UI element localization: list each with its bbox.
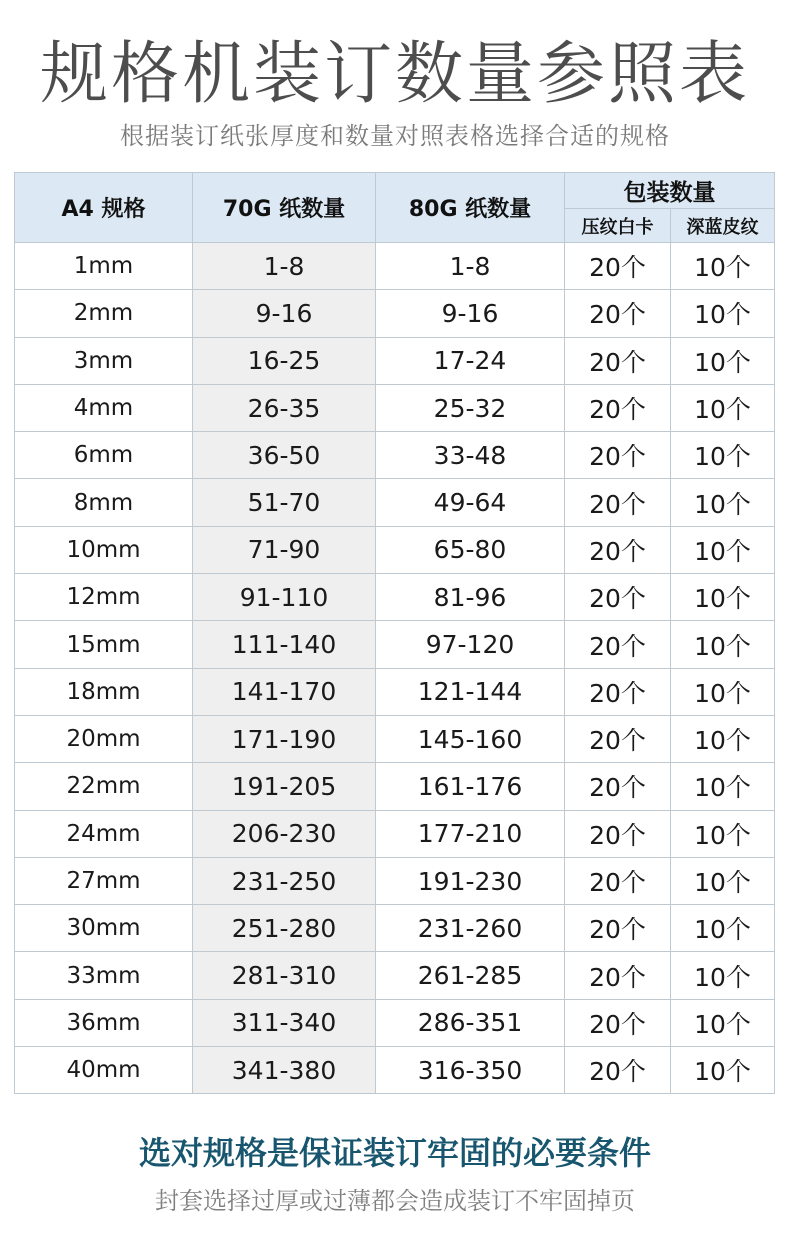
cell-80g: 231-260	[376, 905, 565, 952]
cell-package-blue: 10个	[671, 384, 775, 431]
cell-70g: 71-90	[193, 526, 376, 573]
cell-80g: 9-16	[376, 290, 565, 337]
cell-spec: 27mm	[15, 857, 193, 904]
cell-spec: 15mm	[15, 621, 193, 668]
cell-spec: 36mm	[15, 999, 193, 1046]
cell-package-white: 20个	[565, 574, 671, 621]
cell-70g: 141-170	[193, 668, 376, 715]
cell-package-white: 20个	[565, 999, 671, 1046]
table-body	[15, 243, 775, 1094]
cell-80g: 81-96	[376, 574, 565, 621]
footnote: 封套选择过厚或过薄都会造成装订不牢固掉页	[155, 1187, 635, 1215]
table-row	[15, 857, 775, 904]
cell-spec: 18mm	[15, 668, 193, 715]
cell-package-blue: 10个	[671, 857, 775, 904]
table-row	[15, 952, 775, 999]
header-80g: 80G 纸数量	[376, 173, 565, 243]
cell-70g: 36-50	[193, 432, 376, 479]
cell-package-white: 20个	[565, 952, 671, 999]
cell-package-white: 20个	[565, 810, 671, 857]
table-row	[15, 290, 775, 337]
cell-spec: 33mm	[15, 952, 193, 999]
cell-package-white: 20个	[565, 1047, 671, 1094]
table-row	[15, 479, 775, 526]
cell-package-blue: 10个	[671, 337, 775, 384]
header-package: 包装数量	[565, 173, 775, 209]
cell-80g: 49-64	[376, 479, 565, 526]
cell-70g: 311-340	[193, 999, 376, 1046]
cell-80g: 177-210	[376, 810, 565, 857]
cell-spec: 3mm	[15, 337, 193, 384]
table-row	[15, 384, 775, 431]
page-subtitle: 根据装订纸张厚度和数量对照表格选择合适的规格	[120, 122, 670, 150]
cell-spec: 22mm	[15, 763, 193, 810]
cell-70g: 51-70	[193, 479, 376, 526]
cell-package-blue: 10个	[671, 243, 775, 290]
cell-package-blue: 10个	[671, 668, 775, 715]
cell-80g: 97-120	[376, 621, 565, 668]
cell-spec: 10mm	[15, 526, 193, 573]
cell-package-blue: 10个	[671, 810, 775, 857]
cell-80g: 65-80	[376, 526, 565, 573]
cell-spec: 40mm	[15, 1047, 193, 1094]
cell-spec: 4mm	[15, 384, 193, 431]
binding-quantity-table	[14, 172, 775, 1094]
cell-package-blue: 10个	[671, 999, 775, 1046]
cell-package-blue: 10个	[671, 763, 775, 810]
cell-package-white: 20个	[565, 243, 671, 290]
cell-spec: 20mm	[15, 715, 193, 762]
slogan: 选对规格是保证装订牢固的必要条件	[138, 1134, 651, 1172]
cell-package-blue: 10个	[671, 574, 775, 621]
cell-80g: 121-144	[376, 668, 565, 715]
cell-80g: 17-24	[376, 337, 565, 384]
cell-70g: 111-140	[193, 621, 376, 668]
table-row	[15, 668, 775, 715]
header-spec: A4 规格	[15, 173, 193, 243]
cell-package-blue: 10个	[671, 715, 775, 762]
table-row	[15, 243, 775, 290]
cell-package-white: 20个	[565, 290, 671, 337]
cell-70g: 191-205	[193, 763, 376, 810]
cell-70g: 341-380	[193, 1047, 376, 1094]
cell-70g: 16-25	[193, 337, 376, 384]
cell-70g: 171-190	[193, 715, 376, 762]
cell-package-blue: 10个	[671, 479, 775, 526]
cell-80g: 286-351	[376, 999, 565, 1046]
cell-package-blue: 10个	[671, 621, 775, 668]
table-row	[15, 337, 775, 384]
cell-package-blue: 10个	[671, 952, 775, 999]
cell-70g: 206-230	[193, 810, 376, 857]
table-row	[15, 432, 775, 479]
cell-package-white: 20个	[565, 526, 671, 573]
cell-spec: 2mm	[15, 290, 193, 337]
cell-80g: 191-230	[376, 857, 565, 904]
cell-package-white: 20个	[565, 857, 671, 904]
cell-70g: 1-8	[193, 243, 376, 290]
cell-spec: 12mm	[15, 574, 193, 621]
cell-80g: 161-176	[376, 763, 565, 810]
cell-80g: 145-160	[376, 715, 565, 762]
table-row	[15, 621, 775, 668]
table-row	[15, 574, 775, 621]
table-row	[15, 763, 775, 810]
table-row	[15, 810, 775, 857]
cell-80g: 25-32	[376, 384, 565, 431]
table-row	[15, 905, 775, 952]
cell-spec: 1mm	[15, 243, 193, 290]
cell-package-blue: 10个	[671, 290, 775, 337]
cell-package-white: 20个	[565, 621, 671, 668]
cell-package-blue: 10个	[671, 432, 775, 479]
cell-70g: 251-280	[193, 905, 376, 952]
cell-70g: 26-35	[193, 384, 376, 431]
cell-package-white: 20个	[565, 432, 671, 479]
cell-package-blue: 10个	[671, 526, 775, 573]
cell-70g: 91-110	[193, 574, 376, 621]
cell-package-blue: 10个	[671, 905, 775, 952]
table-row	[15, 1047, 775, 1094]
cell-package-white: 20个	[565, 384, 671, 431]
cell-package-white: 20个	[565, 763, 671, 810]
cell-package-white: 20个	[565, 668, 671, 715]
cell-70g: 281-310	[193, 952, 376, 999]
cell-package-white: 20个	[565, 479, 671, 526]
cell-80g: 33-48	[376, 432, 565, 479]
cell-package-white: 20个	[565, 715, 671, 762]
table-row	[15, 999, 775, 1046]
cell-80g: 316-350	[376, 1047, 565, 1094]
cell-spec: 30mm	[15, 905, 193, 952]
header-package-blue: 深蓝皮纹	[671, 209, 775, 243]
cell-70g: 9-16	[193, 290, 376, 337]
header-package-white: 压纹白卡	[565, 209, 671, 243]
header-70g: 70G 纸数量	[193, 173, 376, 243]
cell-70g: 231-250	[193, 857, 376, 904]
cell-package-white: 20个	[565, 337, 671, 384]
cell-80g: 1-8	[376, 243, 565, 290]
cell-package-white: 20个	[565, 905, 671, 952]
cell-spec: 24mm	[15, 810, 193, 857]
page-title: 规格机装订数量参照表	[39, 35, 750, 114]
cell-spec: 6mm	[15, 432, 193, 479]
table-row	[15, 715, 775, 762]
table-row	[15, 526, 775, 573]
cell-package-blue: 10个	[671, 1047, 775, 1094]
cell-spec: 8mm	[15, 479, 193, 526]
cell-80g: 261-285	[376, 952, 565, 999]
